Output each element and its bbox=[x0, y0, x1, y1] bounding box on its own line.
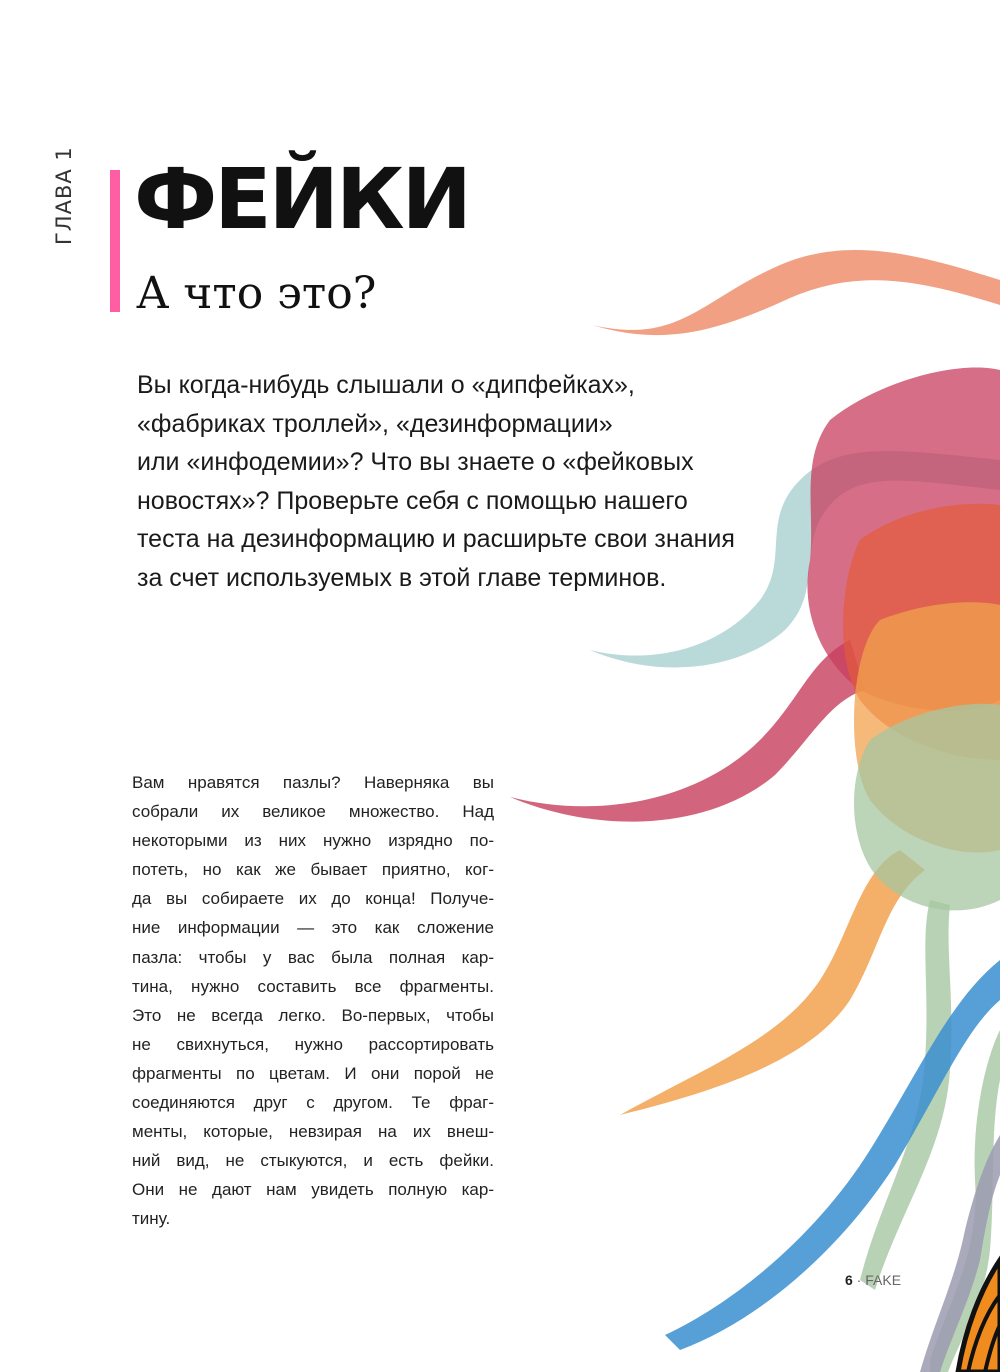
salmon-stroke bbox=[592, 250, 1000, 335]
body-line: собрали их великое множество. Над bbox=[132, 802, 494, 822]
footer-separator: · bbox=[852, 1272, 866, 1288]
body-paragraph bbox=[132, 768, 494, 1234]
body-line: тину. bbox=[132, 1209, 171, 1229]
body-line: да вы собираете их до конца! Получе- bbox=[132, 889, 494, 909]
page-title: ФЕЙКИ bbox=[134, 150, 469, 248]
body-line: соединяются друг с другом. Те фраг- bbox=[132, 1093, 494, 1113]
body-line: фрагменты по цветам. И они порой не bbox=[132, 1063, 494, 1083]
body-line: Это не всегда легко. Во-первых, чтобы bbox=[132, 1005, 494, 1025]
lead-line: новостях»? Проверьте себя с помощью нашего bbox=[137, 486, 688, 515]
page-footer bbox=[845, 1272, 901, 1288]
body-line: ние информации — это как сложение bbox=[132, 918, 494, 938]
lead-line: или «инфодемии»? Что вы знаете о «фейковых bbox=[137, 448, 694, 477]
accent-bar bbox=[110, 170, 120, 312]
lead-line: Вы когда-нибудь слышали о «дипфейках», bbox=[137, 371, 635, 399]
lead-paragraph bbox=[137, 366, 735, 598]
lead-line: за счет используемых в этой главе терминов. bbox=[137, 563, 667, 592]
body-line: тина, нужно составить все фрагменты. bbox=[132, 976, 494, 996]
body-line: потеть, но как же бывает приятно, ког- bbox=[132, 860, 494, 880]
crimson-stroke bbox=[510, 640, 865, 822]
body-line: пазла: чтобы у вас была полная кар- bbox=[132, 947, 494, 967]
page-number: 6 bbox=[845, 1272, 853, 1288]
lead-line: теста на дезинформацию и расширьте свои знания bbox=[137, 525, 735, 554]
page-subtitle: А что это? bbox=[136, 268, 377, 319]
chapter-label: ГЛАВА 1 bbox=[52, 146, 76, 245]
book-title: FAKE bbox=[865, 1272, 902, 1288]
orange-stroke bbox=[620, 850, 925, 1115]
body-line: ний вид, не стыкуются, и есть фейки. bbox=[132, 1151, 494, 1171]
body-line: Вам нравятся пазлы? Наверняка вы bbox=[132, 773, 494, 792]
body-line: некоторыми из них нужно изрядно по- bbox=[132, 831, 494, 851]
body-line: менты, которые, невзирая на их внеш- bbox=[132, 1122, 494, 1142]
body-line: не свихнуться, нужно рассортировать bbox=[132, 1034, 494, 1054]
lead-line: «фабриках троллей», «дезинформации» bbox=[137, 409, 613, 438]
body-line: Они не дают нам увидеть полную кар- bbox=[132, 1180, 494, 1200]
